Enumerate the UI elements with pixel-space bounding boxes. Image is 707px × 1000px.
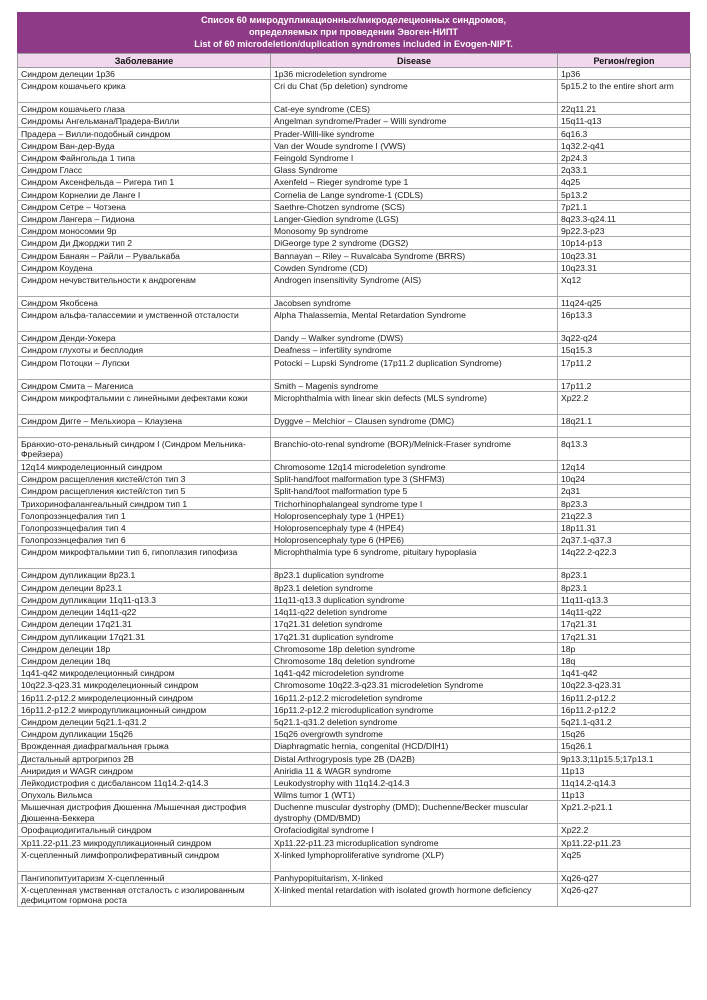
cell-disease-ru: Синдром расщепления кистей/стоп тип 5 [18,485,271,497]
cell-disease-ru: Синдром Банаян – Райли – Рувалькаба [18,249,271,261]
cell-disease-en: 14q11-q22 deletion syndrome [271,606,558,618]
cell-region: 18q21.1 [558,414,691,426]
cell-region: 9p22.3-p23 [558,225,691,237]
cell-disease-en: Aniridia 11 & WAGR syndrome [271,764,558,776]
cell-region: 4q25 [558,176,691,188]
cell-disease-en: Bannayan – Riley – Ruvalcaba Syndrome (BRRS) [271,249,558,261]
cell-disease-en: Duchenne muscular dystrophy (DMD); Duchenne/Becker muscular dystrophy (DMD/BMD) [271,801,558,824]
cell-disease-en: Van der Woude syndrome I (VWS) [271,139,558,151]
cell-disease-ru: Синдром дупликации 8p23.1 [18,569,271,581]
cell-region [558,427,691,438]
cell-region: 8p23.1 [558,581,691,593]
table-row [18,68,691,80]
table-row [18,497,691,509]
cell-disease-ru: Пангипопитуитаризм X-сцепленный [18,871,271,883]
cell-region: Xq12 [558,274,691,297]
cell-region: 16p11.2-p12.2 [558,703,691,715]
cell-region: 8q13.3 [558,438,691,461]
cell-disease-en: Jacobsen syndrome [271,297,558,309]
cell-disease-en: Chromosome 10q22.3-q23.31 microdeletion Syndrome [271,679,558,691]
table-row [18,618,691,630]
table-row [18,188,691,200]
table-row [18,115,691,127]
table-row [18,606,691,618]
table-row [18,715,691,727]
cell-region: Xq25 [558,848,691,871]
cell-region: 18q [558,654,691,666]
cell-disease-ru: Трихоринофалангеальный синдром тип 1 [18,497,271,509]
cell-disease-ru: Синдром нечувствительности к андрогенам [18,274,271,297]
title-line-en: List of 60 microdeletion/duplication syndromes included in Evogen-NIPT. [194,39,513,49]
cell-disease-ru: Синдром кошачьего крика [18,80,271,103]
cell-region: 11q11-q13.3 [558,593,691,605]
cell-disease-ru: 12q14 микроделеционный синдром [18,461,271,473]
table-row [18,237,691,249]
cell-disease-ru: Синдром делеции 1p36 [18,68,271,80]
cell-region: 10q23.31 [558,249,691,261]
cell-region: 5q21.1-q31.2 [558,715,691,727]
column-header-disease-en: Disease [271,54,558,68]
cell-disease-en: Chromosome 18p deletion syndrome [271,642,558,654]
cell-disease-en: Distal Arthrogryposis type 2B (DA2B) [271,752,558,764]
cell-disease-en: 16p11.2-p12.2 microduplication syndrome [271,703,558,715]
table-row [18,776,691,788]
table-row [18,728,691,740]
table-row [18,836,691,848]
cell-region: 2q37.1-q37.3 [558,534,691,546]
table-row [18,152,691,164]
cell-region: 14q11-q22 [558,606,691,618]
table-row [18,80,691,103]
table-row [18,667,691,679]
cell-region: 18p [558,642,691,654]
table-row [18,379,691,391]
cell-region: 15q15.3 [558,344,691,356]
cell-region: 17q21.31 [558,630,691,642]
cell-disease-ru: Синдром Аксенфельда – Ригера тип 1 [18,176,271,188]
cell-region: 3q22-q24 [558,332,691,344]
table-row [18,461,691,473]
cell-disease-en: Leukodystrophy with 11q14.2-q14.3 [271,776,558,788]
table-row [18,309,691,332]
cell-region: 22q11.21 [558,103,691,115]
table-row [18,654,691,666]
cell-disease-en: 17q21.31 duplication syndrome [271,630,558,642]
cell-disease-ru: Синдром кошачьего глаза [18,103,271,115]
cell-disease-ru: Синдром Якобсена [18,297,271,309]
cell-region: 2p24.3 [558,152,691,164]
cell-disease-en: X-linked mental retardation with isolated growth hormone deficiency [271,883,558,906]
cell-region: 11q14.2-q14.3 [558,776,691,788]
cell-disease-en: 8p23.1 duplication syndrome [271,569,558,581]
cell-disease-en: 16p11.2-p12.2 microdeletion syndrome [271,691,558,703]
cell-disease-ru: 16p11.2-p12.2 микродупликационный синдром [18,703,271,715]
cell-disease-ru: Врожденная диафрагмальная грыжа [18,740,271,752]
cell-disease-ru: 10q22.3-q23.31 микроделеционный синдром [18,679,271,691]
table-header-row [18,54,691,68]
table-row [18,581,691,593]
table-row [18,274,691,297]
table-body [18,68,691,907]
cell-disease-en: Microphthalmia with linear skin defects (MLS syndrome) [271,391,558,414]
cell-disease-ru: Бранхио-ото-ренальный синдром I (Синдром Мельника-Фрейзера) [18,438,271,461]
table-row [18,630,691,642]
cell-disease-ru: Синдром делеции 17q21.31 [18,618,271,630]
cell-disease-ru: Синдром дупликации 15q26 [18,728,271,740]
cell-disease-ru: Синдром дупликации 17q21.31 [18,630,271,642]
cell-disease-ru: Синдром Ди Джорджи тип 2 [18,237,271,249]
cell-disease-ru: Синдром делеции 5q21.1-q31.2 [18,715,271,727]
cell-disease-ru: Синдромы Ангельмана/Прадера-Вилли [18,115,271,127]
cell-region: Xp11.22-p11.23 [558,836,691,848]
cell-disease-en: Axenfeld – Rieger syndrome type 1 [271,176,558,188]
cell-disease-en: Potocki – Lupski Syndrome (17p11.2 duplication Syndrome) [271,356,558,379]
cell-disease-ru: Синдром делеции 8p23.1 [18,581,271,593]
cell-disease-en: Smith – Magenis syndrome [271,379,558,391]
cell-disease-en: 1q41-q42 microdeletion syndrome [271,667,558,679]
cell-disease-en: Xp11.22-p11.23 microduplication syndrome [271,836,558,848]
table-row [18,789,691,801]
cell-disease-ru: Синдром Корнелии де Ланге I [18,188,271,200]
cell-region: 16p13.3 [558,309,691,332]
table-row [18,249,691,261]
cell-disease-en: Deafness – infertility syndrome [271,344,558,356]
table-row [18,593,691,605]
cell-region: Xp21.2-p21.1 [558,801,691,824]
cell-region: 10q24 [558,473,691,485]
cell-region: 17p11.2 [558,379,691,391]
cell-disease-ru: X-сцепленная умственная отсталость с изолированным дефицитом гормона роста [18,883,271,906]
cell-disease-en: Holoprosencephaly type 6 (HPE6) [271,534,558,546]
cell-disease-en: Monosomy 9p syndrome [271,225,558,237]
cell-disease-en: Diaphragmatic hernia, congenital (HCD/DIH1) [271,740,558,752]
cell-disease-en [271,427,558,438]
cell-disease-ru: Синдром Денди-Уокера [18,332,271,344]
cell-disease-en: Langer-Giedion syndrome (LGS) [271,213,558,225]
cell-disease-ru: 1q41-q42 микроделеционный синдром [18,667,271,679]
cell-region: 18p11.31 [558,522,691,534]
cell-disease-en: 5q21.1-q31.2 deletion syndrome [271,715,558,727]
table-row [18,200,691,212]
column-header-disease-ru: Заболевание [18,54,271,68]
cell-disease-en: Split-hand/foot malformation type 5 [271,485,558,497]
cell-region: 17q21.31 [558,618,691,630]
cell-disease-ru: Синдром Ван-дер-Вуда [18,139,271,151]
cell-region: 7p21.1 [558,200,691,212]
table-row [18,883,691,906]
table-row [18,509,691,521]
cell-disease-ru: Орофациодигитальный синдром [18,824,271,836]
cell-disease-ru: Лейкодистрофия с дисбалансом 11q14.2-q14.3 [18,776,271,788]
table-row [18,213,691,225]
cell-disease-ru: Синдром Коудена [18,261,271,273]
cell-region: 6q16.3 [558,127,691,139]
cell-disease-en: Glass Syndrome [271,164,558,176]
table-row [18,127,691,139]
cell-disease-ru: Голопрозэнцефалия тип 6 [18,534,271,546]
cell-disease-en: Split-hand/foot malformation type 3 (SHFM3) [271,473,558,485]
cell-disease-en: 11q11-q13.3 duplication syndrome [271,593,558,605]
cell-disease-en: Holoprosencephaly type 4 (HPE4) [271,522,558,534]
cell-region: 5p15.2 to the entire short arm [558,80,691,103]
table-row [18,176,691,188]
cell-region: 2q31 [558,485,691,497]
cell-disease-en: Alpha Thalassemia, Mental Retardation Syndrome [271,309,558,332]
table-row [18,103,691,115]
table-row [18,740,691,752]
cell-disease-en: 17q21.31 deletion syndrome [271,618,558,630]
table-row [18,164,691,176]
cell-disease-ru: X-сцепленный лимфопролиферативный синдром [18,848,271,871]
syndromes-table [17,53,691,907]
cell-disease-ru: Синдром глухоты и бесплодия [18,344,271,356]
cell-region: 14q22.2-q22.3 [558,546,691,569]
table-row [18,534,691,546]
cell-disease-en: Cri du Chat (5p deletion) syndrome [271,80,558,103]
cell-disease-en: X-linked lymphoproliferative syndrome (XLP) [271,848,558,871]
cell-disease-ru: Синдром делеции 18q [18,654,271,666]
cell-disease-en: Cat-eye syndrome (CES) [271,103,558,115]
cell-disease-ru: Синдром Потоцки – Лупски [18,356,271,379]
table-row [18,473,691,485]
cell-region: 11p13 [558,764,691,776]
table-row [18,522,691,534]
table-row [18,139,691,151]
cell-region: 9p13.3;11p15.5;17p13.1 [558,752,691,764]
cell-disease-ru: Синдром Сетре – Чотзена [18,200,271,212]
table-row [18,642,691,654]
cell-disease-ru: 16p11.2-p12.2 микроделеционный синдром [18,691,271,703]
cell-disease-en: 8p23.1 deletion syndrome [271,581,558,593]
table-row [18,703,691,715]
cell-disease-en: 1p36 microdeletion syndrome [271,68,558,80]
cell-disease-ru: Синдром Гласс [18,164,271,176]
table-row [18,438,691,461]
cell-disease-en: Androgen insensitivity Syndrome (AIS) [271,274,558,297]
cell-region: 11q24-q25 [558,297,691,309]
cell-disease-en: Feingold Syndrome I [271,152,558,164]
cell-disease-en: Dyggve – Melchior – Clausen syndrome (DMC) [271,414,558,426]
cell-region: 10q23.31 [558,261,691,273]
cell-region: 15q11-q13 [558,115,691,127]
table-row [18,691,691,703]
cell-disease-ru: Прадера – Вилли-подобный синдром [18,127,271,139]
cell-disease-ru: Синдром альфа-талассемии и умственной отсталости [18,309,271,332]
cell-region: 8p23.1 [558,569,691,581]
cell-disease-en: Chromosome 12q14 microdeletion syndrome [271,461,558,473]
cell-region: 12q14 [558,461,691,473]
cell-disease-en: Dandy – Walker syndrome (DWS) [271,332,558,344]
cell-disease-en: Wilms tumor 1 (WT1) [271,789,558,801]
cell-disease-ru: Синдром дупликации 11q11-q13.3 [18,593,271,605]
cell-disease-ru: Синдром Файнгольда 1 типа [18,152,271,164]
cell-disease-ru: Синдром Дигге – Мельхиора – Клаузена [18,414,271,426]
cell-disease-en: Orofaciodigital syndrome I [271,824,558,836]
table-row [18,356,691,379]
document-title [17,12,690,53]
cell-disease-ru: Синдром моносомии 9p [18,225,271,237]
cell-region: 2q33.1 [558,164,691,176]
column-header-region: Регион/region [558,54,691,68]
document-page [17,12,690,907]
cell-disease-ru: Аниридия и WAGR синдром [18,764,271,776]
cell-region: 1p36 [558,68,691,80]
cell-disease-ru: Опухоль Вильмса [18,789,271,801]
cell-region: 10p14-p13 [558,237,691,249]
table-row [18,752,691,764]
cell-disease-en: Cowden Syndrome (CD) [271,261,558,273]
cell-disease-ru: Голопрозэнцефалия тип 1 [18,509,271,521]
cell-region: Xp22.2 [558,824,691,836]
cell-region: 21q22.3 [558,509,691,521]
table-row [18,297,691,309]
cell-disease-en: Prader-Willi-like syndrome [271,127,558,139]
cell-region: 10q22.3-q23.31 [558,679,691,691]
table-row [18,801,691,824]
table-row [18,225,691,237]
cell-disease-en: Holoprosencephaly type 1 (HPE1) [271,509,558,521]
table-row [18,485,691,497]
table-row [18,871,691,883]
cell-disease-en: 15q26 overgrowth syndrome [271,728,558,740]
cell-region: 8p23.3 [558,497,691,509]
cell-disease-ru: Синдром Лангера – Гидиона [18,213,271,225]
cell-disease-en: Angelman syndrome/Prader – Willi syndrome [271,115,558,127]
cell-disease-ru: Синдром делеции 14q11-q22 [18,606,271,618]
cell-disease-ru: Мышечная дистрофия Дюшенна /Мышечная дистрофия Дюшенна-Беккера [18,801,271,824]
table-row [18,824,691,836]
cell-region: Xp22.2 [558,391,691,414]
table-row [18,546,691,569]
cell-disease-en: Trichorhinophalangeal syndrome type I [271,497,558,509]
cell-disease-ru: Синдром расщепления кистей/стоп тип 3 [18,473,271,485]
table-row [18,391,691,414]
table-row [18,344,691,356]
table-row [18,569,691,581]
cell-disease-ru [18,427,271,438]
table-row [18,261,691,273]
cell-region: Xq26-q27 [558,883,691,906]
cell-disease-ru: Синдром микрофтальмии с линейными дефектами кожи [18,391,271,414]
cell-disease-en: Microphthalmia type 6 syndrome, pituitary hypoplasia [271,546,558,569]
cell-region: 8q23.3-q24.11 [558,213,691,225]
cell-disease-en: Chromosome 18q deletion syndrome [271,654,558,666]
cell-disease-ru: Синдром микрофтальмии тип 6, гипоплазия гипофиза [18,546,271,569]
cell-disease-en: Branchio-oto-renal syndrome (BOR)/Melnick-Fraser syndrome [271,438,558,461]
table-row [18,332,691,344]
cell-disease-ru: Синдром делеции 18p [18,642,271,654]
table-row [18,427,691,438]
cell-disease-ru: Голопрозэнцефалия тип 4 [18,522,271,534]
cell-region: 17p11.2 [558,356,691,379]
title-line-ru-1: Список 60 микродупликационных/микроделеционных синдромов, [200,15,507,25]
cell-region: 1q41-q42 [558,667,691,679]
cell-disease-ru: Дистальный артрогрипоз 2B [18,752,271,764]
table-row [18,764,691,776]
cell-region: 1q32.2-q41 [558,139,691,151]
table-row [18,414,691,426]
cell-disease-ru: Xp11.22-p11.23 микродупликационный синдром [18,836,271,848]
cell-region: 15q26 [558,728,691,740]
cell-disease-ru: Синдром Смита – Магениса [18,379,271,391]
cell-region: Xq26-q27 [558,871,691,883]
cell-region: 5p13.2 [558,188,691,200]
cell-region: 16p11.2-p12.2 [558,691,691,703]
cell-region: 11p13 [558,789,691,801]
title-line-ru-2: определяемых при проведении Эвоген-НИПТ [248,27,459,37]
cell-disease-en: DiGeorge type 2 syndrome (DGS2) [271,237,558,249]
table-row [18,848,691,871]
cell-disease-en: Panhypopituitarism, X-linked [271,871,558,883]
cell-region: 15q26.1 [558,740,691,752]
table-row [18,679,691,691]
cell-disease-en: Cornelia de Lange syndrome-1 (CDLS) [271,188,558,200]
cell-disease-en: Saethre-Chotzen syndrome (SCS) [271,200,558,212]
